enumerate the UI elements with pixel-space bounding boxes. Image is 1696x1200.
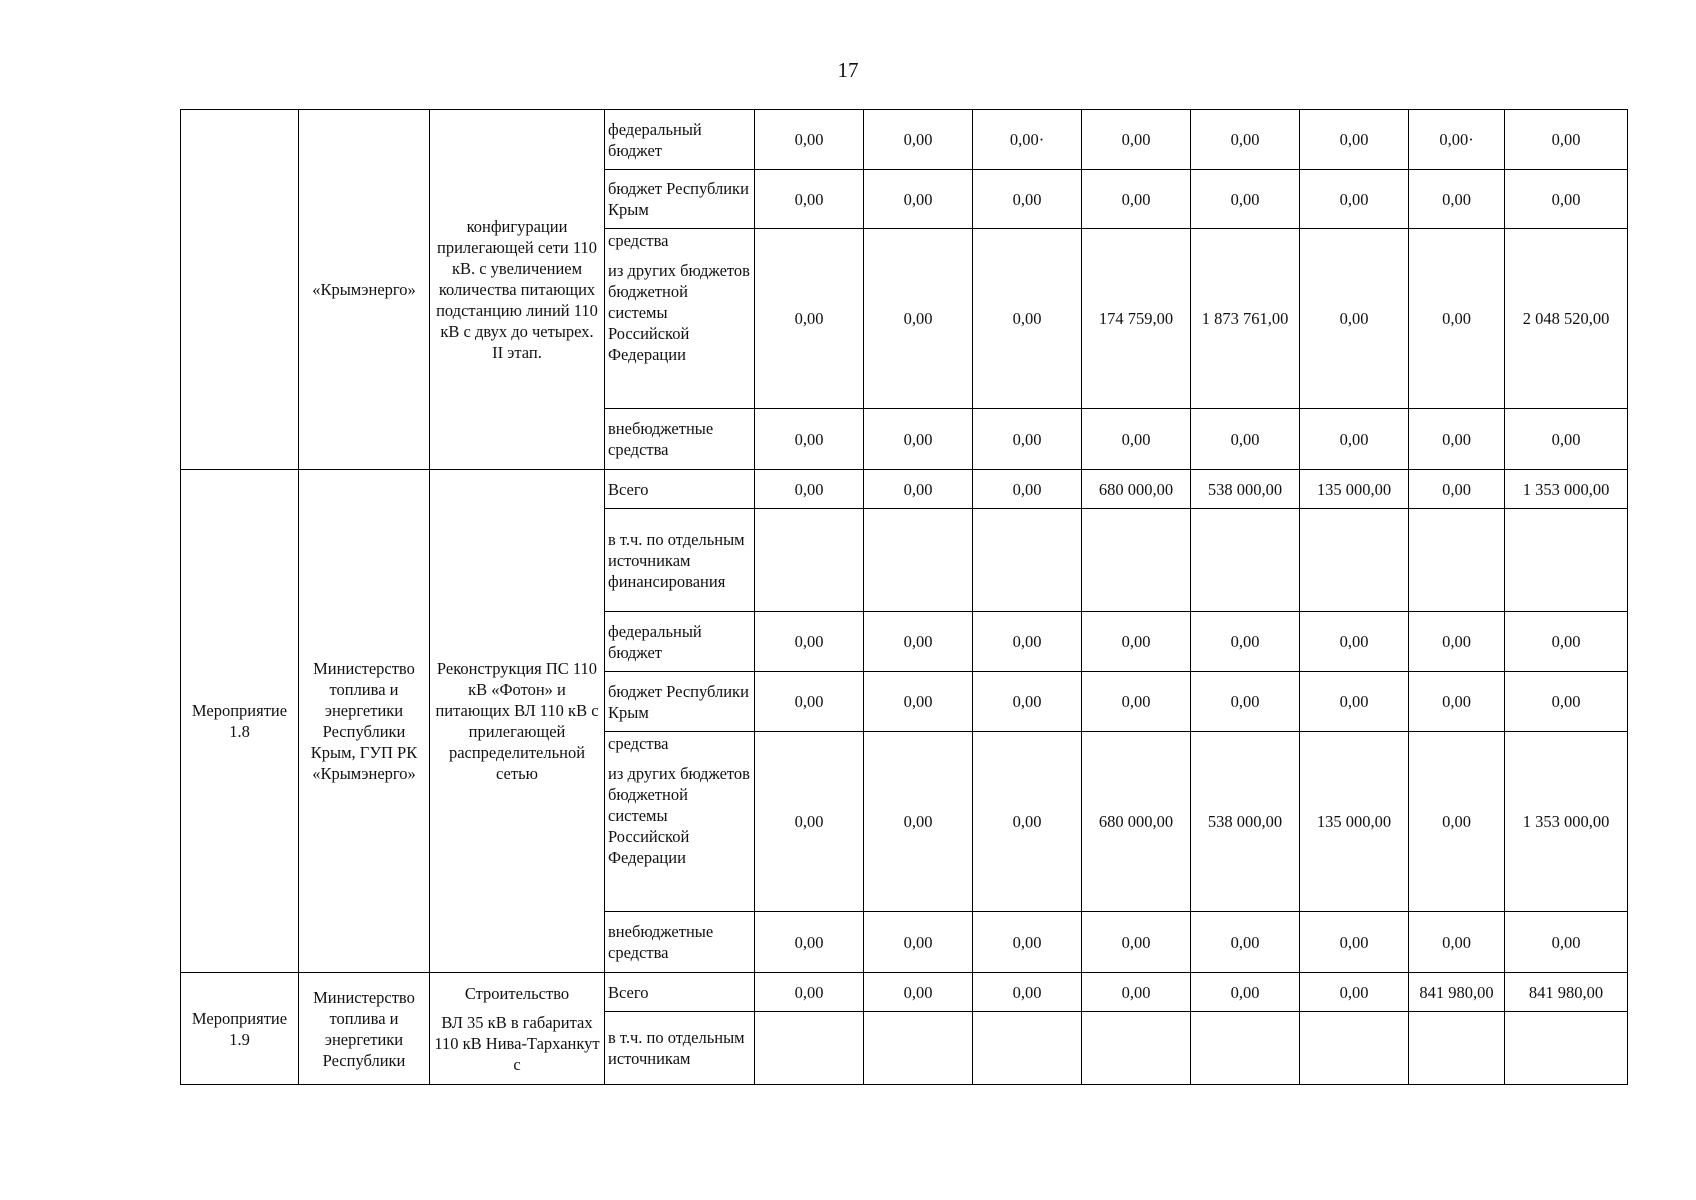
amount-cell: 0,00 <box>1082 110 1191 170</box>
amount-cell: 0,00 <box>1082 672 1191 732</box>
funding-source-cell <box>605 672 755 732</box>
amount-cell: 841 980,00 <box>1505 973 1628 1012</box>
amount-cell: 0,00 <box>1191 110 1300 170</box>
table-row <box>181 470 1628 509</box>
funding-source-label: внебюджетные средства <box>608 419 714 459</box>
funding-source-label: бюджет Республики Крым <box>608 681 749 722</box>
funding-source-cell <box>605 470 755 509</box>
funding-source-cell <box>605 409 755 470</box>
amount-cell: 0,00 <box>864 470 973 509</box>
amount-cell <box>1505 509 1628 612</box>
amount-cell: 1 353 000,00 <box>1505 470 1628 509</box>
amount-cell: 0,00 <box>1082 973 1191 1012</box>
amount-cell: 0,00 <box>755 229 864 409</box>
amount-cell: 0,00 <box>973 170 1082 229</box>
amount-cell: 0,00 <box>864 110 973 170</box>
amount-cell: 0,00 <box>973 612 1082 672</box>
amount-cell: 0,00 <box>755 912 864 973</box>
funding-source-gap <box>608 754 751 763</box>
amount-cell: 0,00· <box>973 110 1082 170</box>
amount-cell <box>1505 1012 1628 1085</box>
table-row <box>181 110 1628 170</box>
funding-source-label: федеральный бюджет <box>608 621 702 662</box>
amount-cell <box>1409 509 1505 612</box>
funding-source-cell <box>605 170 755 229</box>
amount-cell: 680 000,00 <box>1082 470 1191 509</box>
funding-source-cell <box>605 612 755 672</box>
amount-cell: 0,00 <box>1409 612 1505 672</box>
amount-cell: 0,00 <box>1082 170 1191 229</box>
amount-cell: 0,00 <box>1409 229 1505 409</box>
amount-cell: 0,00 <box>1505 912 1628 973</box>
funding-source-cell <box>605 973 755 1012</box>
amount-cell: 0,00 <box>1505 110 1628 170</box>
amount-cell: 135 000,00 <box>1300 470 1409 509</box>
funding-source-label: из других бюджетов бюджетной системы Российской Федерации <box>608 261 750 364</box>
amount-cell: 0,00 <box>1505 409 1628 470</box>
amount-cell: 0,00 <box>1191 409 1300 470</box>
amount-cell: 0,00 <box>1191 672 1300 732</box>
amount-cell: 841 980,00 <box>1409 973 1505 1012</box>
amount-cell: 0,00 <box>1300 409 1409 470</box>
measure-label-cell <box>181 110 299 470</box>
amount-cell <box>1300 1012 1409 1085</box>
description-text: Реконструкция ПС 110 кВ «Фотон» и питающих ВЛ 110 кВ с прилегающей распределительной сетью <box>435 659 599 783</box>
amount-cell: 0,00 <box>1191 170 1300 229</box>
amount-cell <box>1191 1012 1300 1085</box>
amount-cell: 0,00 <box>1409 912 1505 973</box>
funding-source-label: Всего <box>608 479 649 499</box>
amount-cell: 0,00 <box>755 732 864 912</box>
funding-source-cell <box>605 229 755 409</box>
amount-cell <box>973 509 1082 612</box>
amount-cell: 680 000,00 <box>1082 732 1191 912</box>
funding-source-label: федеральный бюджет <box>608 119 702 160</box>
amount-cell <box>1082 509 1191 612</box>
amount-cell: 538 000,00 <box>1191 470 1300 509</box>
amount-cell: 0,00 <box>1300 170 1409 229</box>
description-cell <box>430 470 605 973</box>
amount-cell: 0,00 <box>755 973 864 1012</box>
amount-cell <box>1300 509 1409 612</box>
amount-cell: 0,00 <box>973 672 1082 732</box>
amount-cell: 0,00 <box>1300 612 1409 672</box>
funding-source-head: средства <box>608 231 669 250</box>
amount-cell: 0,00 <box>1082 409 1191 470</box>
amount-cell <box>1191 509 1300 612</box>
amount-cell: 1 353 000,00 <box>1505 732 1628 912</box>
funding-table-body <box>181 110 1628 1085</box>
amount-cell: 0,00 <box>1300 229 1409 409</box>
funding-source-label: из других бюджетов бюджетной системы Российской Федерации <box>608 764 750 867</box>
amount-cell: 174 759,00 <box>1082 229 1191 409</box>
description-head: Строительство <box>464 983 570 1003</box>
responsible-cell: Министерство топлива и энергетики Республики Крым, ГУП РК «Крымэнерго» <box>299 470 430 973</box>
amount-cell: 0,00 <box>973 912 1082 973</box>
amount-cell: 0,00 <box>864 409 973 470</box>
description-cell <box>430 110 605 470</box>
description-cell <box>430 973 605 1085</box>
amount-cell <box>864 1012 973 1085</box>
amount-cell: 0,00 <box>864 672 973 732</box>
amount-cell: 0,00 <box>864 973 973 1012</box>
amount-cell <box>1409 1012 1505 1085</box>
amount-cell: 0,00 <box>864 732 973 912</box>
amount-cell: 0,00 <box>1409 470 1505 509</box>
amount-cell: 0,00· <box>1409 110 1505 170</box>
amount-cell: 538 000,00 <box>1191 732 1300 912</box>
amount-cell: 0,00 <box>973 409 1082 470</box>
amount-cell: 0,00 <box>1505 672 1628 732</box>
amount-cell: 0,00 <box>1300 912 1409 973</box>
amount-cell <box>1082 1012 1191 1085</box>
amount-cell: 0,00 <box>864 912 973 973</box>
amount-cell <box>755 1012 864 1085</box>
measure-label-cell: Мероприятие 1.9 <box>181 973 299 1085</box>
funding-source-cell <box>605 1012 755 1085</box>
amount-cell: 0,00 <box>1082 912 1191 973</box>
amount-cell: 0,00 <box>864 170 973 229</box>
funding-source-cell <box>605 912 755 973</box>
amount-cell: 2 048 520,00 <box>1505 229 1628 409</box>
amount-cell: 0,00 <box>1300 672 1409 732</box>
amount-cell: 0,00 <box>1409 732 1505 912</box>
amount-cell <box>973 1012 1082 1085</box>
responsible-cell: «Крымэнерго» <box>299 110 430 470</box>
amount-cell: 0,00 <box>755 672 864 732</box>
funding-table <box>180 109 1628 1085</box>
amount-cell: 0,00 <box>1191 612 1300 672</box>
funding-source-gap <box>608 251 751 260</box>
description-text: конфигурации прилегающей сети 110 кВ. с увеличением количества питающих подстанцию линий 110 кВ с двух до четырех. II этап. <box>436 217 598 362</box>
amount-cell: 0,00 <box>1300 110 1409 170</box>
description-text: ВЛ 35 кВ в габаритах 110 кВ Нива-Тарханкут с <box>434 1012 600 1074</box>
amount-cell: 0,00 <box>973 973 1082 1012</box>
amount-cell: 0,00 <box>864 229 973 409</box>
funding-source-cell <box>605 110 755 170</box>
amount-cell: 0,00 <box>1409 672 1505 732</box>
funding-source-label: в т.ч. по отдельным источникам <box>608 1028 745 1068</box>
funding-source-label: бюджет Республики Крым <box>608 179 749 219</box>
amount-cell: 0,00 <box>1505 170 1628 229</box>
amount-cell: 0,00 <box>755 110 864 170</box>
amount-cell: 0,00 <box>973 732 1082 912</box>
amount-cell: 0,00 <box>1505 612 1628 672</box>
amount-cell: 0,00 <box>755 409 864 470</box>
responsible-cell: Министерство топлива и энергетики Республики <box>299 973 430 1085</box>
amount-cell <box>755 509 864 612</box>
measure-label-cell: Мероприятие 1.8 <box>181 470 299 973</box>
amount-cell: 0,00 <box>973 470 1082 509</box>
table-row <box>181 973 1628 1012</box>
amount-cell: 0,00 <box>1082 612 1191 672</box>
amount-cell: 0,00 <box>1191 973 1300 1012</box>
amount-cell: 1 873 761,00 <box>1191 229 1300 409</box>
funding-source-label: внебюджетные средства <box>608 922 714 962</box>
amount-cell: 0,00 <box>1409 409 1505 470</box>
amount-cell: 0,00 <box>755 170 864 229</box>
page-number: 17 <box>837 58 859 82</box>
description-gap <box>433 1004 601 1012</box>
amount-cell: 0,00 <box>1300 973 1409 1012</box>
funding-source-cell <box>605 732 755 912</box>
funding-source-cell <box>605 509 755 612</box>
amount-cell: 0,00 <box>864 612 973 672</box>
amount-cell: 0,00 <box>973 229 1082 409</box>
amount-cell: 0,00 <box>1191 912 1300 973</box>
funding-source-label: Всего <box>608 982 649 1002</box>
amount-cell: 0,00 <box>755 470 864 509</box>
funding-source-head: средства <box>608 734 669 753</box>
amount-cell: 0,00 <box>1409 170 1505 229</box>
amount-cell <box>864 509 973 612</box>
amount-cell: 135 000,00 <box>1300 732 1409 912</box>
amount-cell: 0,00 <box>755 612 864 672</box>
funding-source-label: в т.ч. по отдельным источникам финансирования <box>608 529 745 591</box>
